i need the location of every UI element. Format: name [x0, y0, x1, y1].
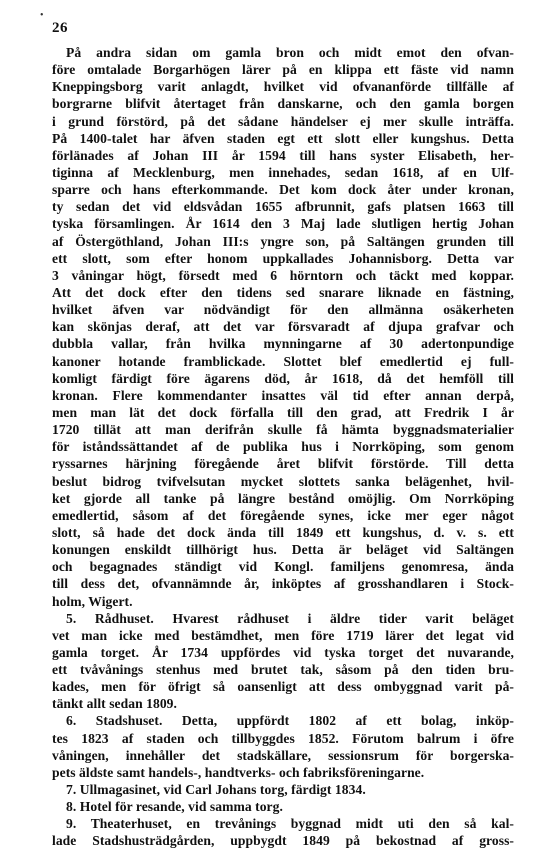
text-line: ty sedan det vid eldsvådan 1655 afbrunnit, gafs platsen 1663 till — [52, 199, 514, 215]
text-line: borgrarne blifvit återtaget från danskarne, och den gamla borgen — [52, 96, 514, 112]
text-line: sparre och hans efterkommande. Det kom dock åter under kronan, — [52, 182, 514, 198]
text-line: komligt färdigt före ägarens död, år 1618, då det hemföll till — [52, 370, 514, 386]
text-line: tes 1823 af staden och tillbyggdes 1852. Förutom balrum i öfre — [52, 730, 514, 746]
text-line: och begagnades ständigt vid Kongl. familjens genomresa, ända — [52, 559, 514, 575]
text-line: förlänades af Johan III år 1594 till hans syster Elisabeth, her- — [52, 147, 514, 163]
text-line: ett slott, som efter honom uppkallades Johannisborg. Detta var — [52, 250, 514, 266]
text-line: dubbla vallar, från hvilka mynningarne af 30 adertonpundige — [52, 336, 514, 352]
text-line: ryssarnes härjning föregående året blifvit förstörde. Till detta — [52, 456, 514, 472]
text-line: På andra sidan om gamla bron och midt emot den ofvan- — [66, 45, 514, 60]
text-line: till dess det, ofvannämnde år, inköptes af grosshandlaren i Stock- — [52, 576, 514, 592]
text-line: Kneppingsborg varit anlagdt, hvilket vid ofvananförde tillfälle af — [52, 79, 514, 95]
text-line: hvilket äfven var nödvändigt för den allmänna osäkerheten — [52, 302, 514, 318]
text-line: 6. Stadshuset. Detta, uppfördt 1802 af ett bolag, inköp- — [66, 713, 514, 729]
text-line: pets äldste samt handels-, handtverks- och fabriksföreningarne. — [52, 764, 425, 780]
text-line: På 1400-talet har äfven staden egt ett slott eller kungshus. Detta — [52, 130, 514, 146]
text-line: tiginna af Mecklenburg, men innehades, sedan 1618, af en Ulf- — [52, 164, 514, 180]
text-line: ket gjorde all tanke på längre bestånd omöjlig. Om Norrköping — [52, 490, 514, 506]
text-line: våningen, innehåller det stadskällare, sessionsrum för borgerska- — [52, 747, 514, 763]
text-line: men man lät det dock förfalla till den grad, att Fredrik I år — [52, 404, 514, 420]
text-line: 5. Rådhuset. Hvarest rådhuset i äldre tider varit beläget — [66, 610, 514, 626]
text-line: 3 våningar högt, försedt med 6 hörntorn och täckt med koppar. — [52, 267, 514, 283]
text-line: beslut bidrog tvifvelsutan mycket slottets sanka belägenhet, hvil- — [52, 473, 514, 489]
text-line: 9. Theaterhuset, en trevånings byggnad midt uti den så kal- — [66, 816, 514, 832]
text-line: kades, men för öfrigt så oansenligt att dess ombyggnad varit på- — [52, 679, 514, 695]
text-line: 7. Ullmagasinet, vid Carl Johans torg, färdigt 1834. — [66, 782, 366, 798]
text-line: gamla torget. År 1734 uppfördes vid tyska torget det nuvarande, — [52, 644, 514, 660]
text-line: af Östergöthland, Johan III:s yngre son, på Saltängen grunden till — [52, 233, 514, 249]
marginal-mark: • — [40, 10, 44, 21]
text-line: vet man icke med bestämdhet, men före 1719 lärer det legat vid — [52, 627, 514, 643]
text-line: Att det dock efter den tidens sed snarare liknade en fästning, — [52, 284, 514, 300]
text-line: slott, så hade det dock ända till 1849 ett kungshus, d. v. s. ett — [52, 524, 514, 540]
text-line: kanoner hotande framblickade. Slottet blef emedlertid ej full- — [52, 353, 514, 369]
text-line: före omtalade Borgarhögen lärer på en klippa ett fäste vid namn — [52, 62, 514, 78]
text-line: lade Stadshusträdgården, uppbygdt 1849 på bekostnad af gross- — [52, 833, 514, 849]
text-line: emedlertid, såsom af det föregående synes, icke mer eger något — [52, 507, 514, 523]
text-line: kan skönjas deraf, att det var försvaradt af djupa grafvar och — [52, 319, 514, 335]
text-line: holm, Wigert. — [52, 593, 133, 609]
body-text — [52, 44, 514, 850]
text-line: i grund förstörd, på det sådane händelser ej mer skulle inträffa. — [52, 113, 514, 129]
text-line: kronan. Flere kommendanter insattes väl tid efter annan derpå, — [52, 387, 514, 403]
text-line: konungen enskildt tillhörigt hus. Detta är beläget vid Saltängen — [52, 542, 514, 558]
text-line: 8. Hotel för resande, vid samma torg. — [66, 799, 283, 815]
text-line: 1720 tillät att man derifrån skulle få hämta byggnadsmaterialier — [52, 422, 514, 438]
page-number: 26 — [52, 20, 68, 36]
text-line: tyska församlingen. År 1614 den 3 Maj lade slutligen hertig Johan — [52, 216, 514, 232]
text-line: tänkt allt sedan 1809. — [52, 696, 177, 712]
text-line: för iståndssättandet af de publika hus i Norrköping, som genom — [52, 439, 514, 455]
text-line: ett tvåvånings stenhus med brutet tak, såsom på den tiden bru- — [52, 662, 514, 678]
